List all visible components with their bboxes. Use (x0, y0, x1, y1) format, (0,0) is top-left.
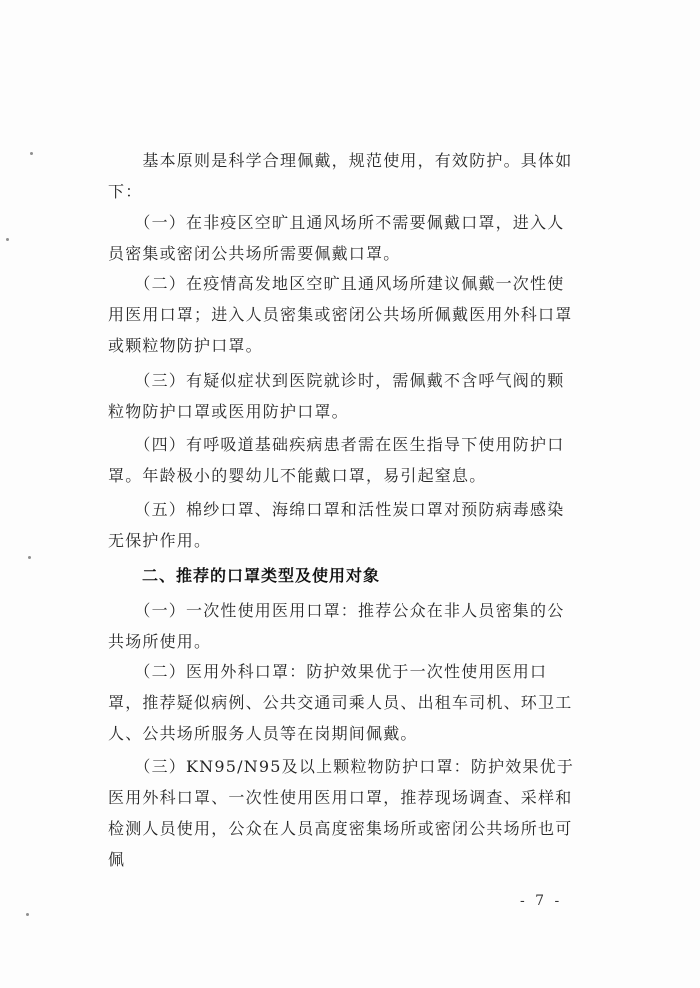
paragraph-item-5: （五）棉纱口罩、海绵口罩和活性炭口罩对预防病毒感染无保护作用。 (108, 500, 565, 550)
paragraph-mask-type-1: （一）一次性使用医用口罩：推荐公众在非人员密集的公共场所使用。 (108, 601, 565, 651)
paragraph-mask-type-2: （二）医用外科口罩：防护效果优于一次性使用医用口罩，推荐疑似病例、公共交通司乘人员、出租车司机、环卫工人、公共场所服务人员等在岗期间佩戴。 (108, 662, 573, 743)
scan-speck (30, 152, 33, 155)
page-number: - 7 - (520, 893, 563, 909)
scan-speck (26, 913, 29, 916)
scan-speck (28, 556, 31, 559)
paragraph-item-1: （一）在非疫区空旷且通风场所不需要佩戴口罩，进入人员密集或密闭公共场所需要佩戴口罩。 (108, 213, 565, 263)
paragraph-item-2: （二）在疫情高发地区空旷且通风场所建议佩戴一次性使用医用口罩；进入人员密集或密闭公共场所佩戴医用外科口罩或颗粒物防护口罩。 (108, 274, 573, 355)
section-heading: 二、推荐的口罩类型及使用对象 (108, 566, 381, 585)
paragraph-item-4: （四）有呼吸道基础疾病患者需在医生指导下使用防护口罩。年龄极小的婴幼儿不能戴口罩，易引起窒息。 (108, 435, 565, 485)
paragraph-item-3: （三）有疑似症状到医院就诊时，需佩戴不含呼气阀的颗粒物防护口罩或医用防护口罩。 (108, 371, 565, 421)
paragraph-mask-type-3: （三）KN95/N95及以上颗粒物防护口罩：防护效果优于医用外科口罩、一次性使用医用口罩，推荐现场调查、采样和检测人员使用，公众在人员高度密集场所或密闭公共场所也可佩 (108, 757, 575, 869)
scan-speck (6, 238, 9, 241)
paragraph-principle: 基本原则是科学合理佩戴，规范使用，有效防护。具体如下： (108, 151, 573, 201)
